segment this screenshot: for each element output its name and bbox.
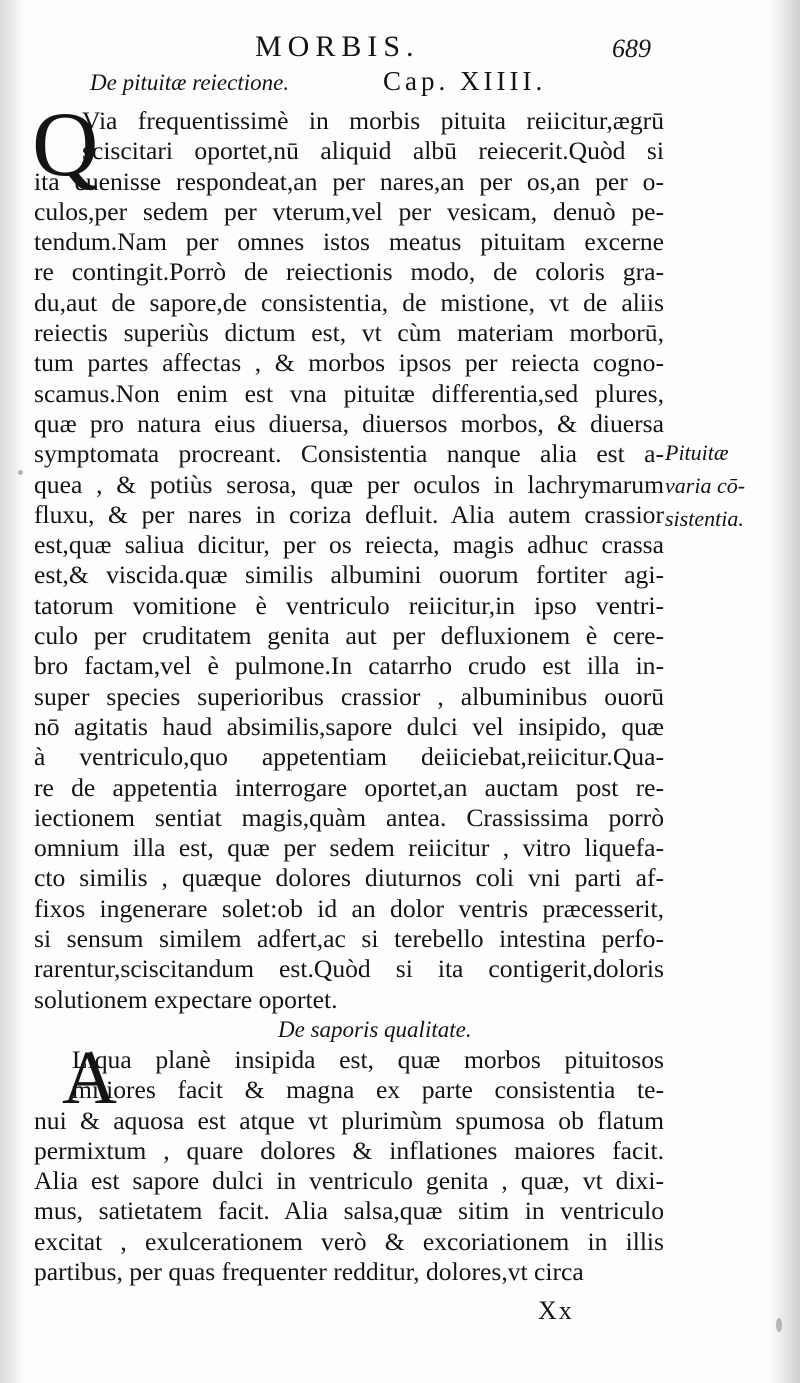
text-line: tatorum vomitione è ventriculo reiicitur,in ipso ventri- <box>34 590 664 620</box>
text-line: mitiores facit & magna ex parte consistentia te- <box>72 1075 664 1105</box>
catchword: Xx <box>538 1296 574 1325</box>
text-line: fixos ingenerare solet:ob id an dolor ventris præcesserit, <box>34 893 664 923</box>
text-line: culo per cruditatem genita aut per defluxionem è cere- <box>34 621 664 651</box>
text-line: nō agitatis haud absimilis,sapore dulci vel insipido, quæ <box>34 711 664 741</box>
text-line: fluxu, & per nares in coriza defluit. Alia autem crassior <box>34 499 664 529</box>
section-paragraph <box>34 1045 664 1287</box>
page-number: 689 <box>612 34 651 63</box>
text-line: quea , & potiùs serosa, quæ per oculos in lachrymarum <box>34 469 664 499</box>
text-line: super species superioribus crassior , albuminibus ouorū <box>34 681 664 711</box>
text-line: est,& viscida.quæ similis albumini ouorum fortiter agi- <box>34 560 664 590</box>
text-line: nui & aquosa est atque vt plurimùm spumosa ob flatum <box>34 1105 664 1135</box>
text-line: partibus, per quas frequenter redditur, dolores,vt circa <box>34 1257 584 1287</box>
text-line: Alia est sapore dulci in ventriculo genita , quæ, vt dixi- <box>34 1166 664 1196</box>
margin-note <box>665 436 745 535</box>
text-line: re contingit.Porrò de reiectionis modo, de coloris gra- <box>34 257 664 287</box>
text-line: culos,per sedem per vterum,vel per vesicam, denuò pe- <box>34 196 664 226</box>
text-line: re de appetentia interrogare oportet,an auctam post re- <box>34 772 664 802</box>
page-gutter-shadow <box>0 0 24 1383</box>
text-line: excitat , exulcerationem verò & excoriationem in illis <box>34 1226 664 1256</box>
text-line: symptomata procreant. Consistentia nanque alia est a- <box>34 439 664 469</box>
text-line: quæ pro natura eius diuersa, diuersos morbos, & diuersa <box>34 408 664 438</box>
text-line: Via frequentissimè in morbis pituita reiicitur,ægrū <box>82 106 664 135</box>
text-line: bro factam,vel è pulmone.In catarrho crudo est illa in- <box>34 651 664 681</box>
drop-cap: A <box>62 1036 117 1120</box>
margin-note-line: Pituitæ <box>665 440 729 465</box>
text-line: mus, satietatem facit. Alia salsa,quæ sitim in ventriculo <box>34 1196 664 1226</box>
chapter-title: De pituitæ reiectione. <box>90 70 290 95</box>
margin-note-line: varia cō- <box>665 473 746 498</box>
text-line: à ventriculo,quo appetentiam deiiciebat,reiicitur.Qua- <box>34 742 664 772</box>
text-line: du,aut de sapore,de consistentia, de mistione, vt de aliis <box>34 287 664 317</box>
chapter-number: Cap. XIIII. <box>383 66 547 96</box>
text-line: rarentur,sciscitandum est.Quòd si ita contigerit,doloris <box>34 954 664 984</box>
text-line: sciscitari oportet,nū aliquid albū reiecerit.Quòd si <box>82 136 664 166</box>
running-head: MORBIS. <box>255 30 420 63</box>
text-line: est,quæ saliua dicitur, per os reiecta, magis adhuc crassa <box>34 530 664 560</box>
ink-speck <box>776 1318 782 1332</box>
page-edge-shadow <box>770 0 800 1383</box>
text-line: solutionem expectare oportet. <box>34 984 338 1014</box>
text-line: scamus.Non enim est vna pituitæ differentia,sed plures, <box>34 378 664 408</box>
section-heading: De saporis qualitate. <box>278 1017 472 1042</box>
text-line: iectionem sentiat magis,quàm antea. Crassissima porrò <box>34 802 664 832</box>
text-line: ita euenisse respondeat,an per nares,an per os,an per o- <box>34 166 664 196</box>
text-line: tum partes affectas , & morbos ipsos per reiecta cogno- <box>34 348 664 378</box>
text-line: cto similis , quæque dolores diuturnos coli vni parti af- <box>34 863 664 893</box>
margin-note-line: sistentia. <box>665 506 744 531</box>
text-line: reiectis superiùs dictum est, vt cùm materiam morborū, <box>34 318 664 348</box>
text-line: si sensum similem adfert,ac si terebello intestina perfo- <box>34 924 664 954</box>
text-line: omnium illa est, quæ per sedem reiicitur , vitro liquefa- <box>34 833 664 863</box>
text-line: Liqua planè insipida est, quæ morbos pituitosos <box>72 1045 664 1074</box>
text-line: permixtum , quare dolores & inflationes maiores facit. <box>34 1135 664 1165</box>
chapter-paragraph <box>34 106 664 1015</box>
text-line: tendum.Nam per omnes istos meatus pituitam excerne <box>34 227 664 257</box>
ink-speck <box>18 470 23 475</box>
drop-cap: Q <box>32 93 99 195</box>
